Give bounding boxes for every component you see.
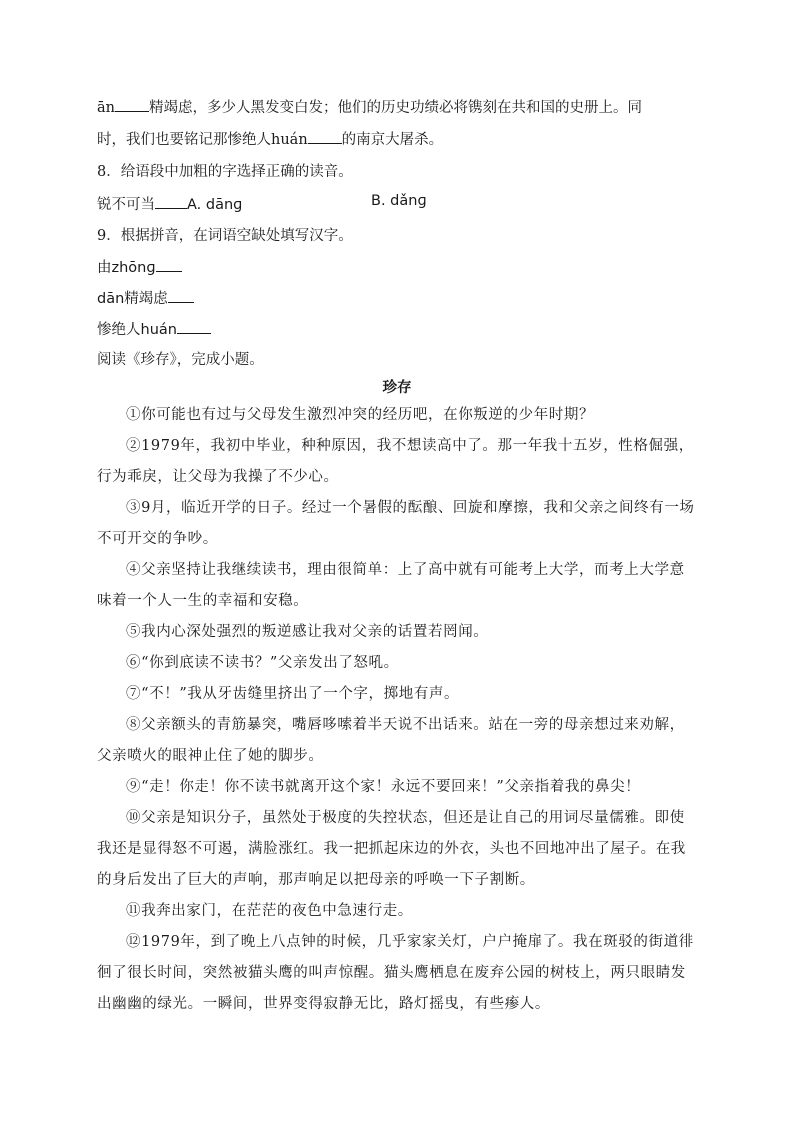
- line-text: 时，我们也要铭记那惨绝人: [97, 132, 271, 148]
- fill-blank[interactable]: [308, 143, 342, 144]
- article-paragraph: ⑫1979年，到了晚上八点钟的时候，几乎家家关灯，户户掩扉了。我在斑驳的街道徘徊了很长时间，突然被猫头鹰的叫声惊醒。猫头鹰栖息在废弃公园的树枝上，两只眼睛发出幽幽的绿光。一瞬间，世界变得寂静无比，路灯摇曳，有些瘆人。: [97, 934, 694, 1012]
- article-paragraph: ①你可能也有过与父母发生激烈冲突的经历吧，在你叛逆的少年时期？: [126, 407, 595, 423]
- option-b[interactable]: B. dǎnɡ: [371, 193, 427, 209]
- article-paragraph: ⑤我内心深处强烈的叛逆感让我对父亲的话置若罔闻。: [126, 624, 489, 640]
- item-text: 由zhōnɡ: [97, 260, 156, 276]
- question-9-item: [97, 318, 211, 339]
- article-paragraph: ②1979年，我初中毕业，种种原因，我不想读高中了。那一年我十五岁，性格倔强，行为乖戾，让父母为我操了不少心。: [97, 438, 694, 485]
- article-paragraph: ⑥“你到底读不读书？”父亲发出了怒吼。: [126, 655, 399, 671]
- article-title: 珍存: [382, 379, 412, 396]
- fill-blank[interactable]: [155, 208, 187, 209]
- text-line: [97, 128, 443, 149]
- option-a[interactable]: A. dānɡ: [187, 197, 243, 213]
- article-paragraph: ⑨“走！你走！你不读书就离开这个家！永远不要回来！”父亲指着我的鼻尖！: [126, 779, 641, 795]
- fill-blank[interactable]: [177, 333, 211, 334]
- article-paragraph: ④父亲坚持让我继续读书，理由很简单：上了高中就有可能考上大学，而考上大学意味着一个人一生的幸福和安稳。: [97, 562, 685, 609]
- fill-blank[interactable]: [156, 271, 182, 272]
- item-text: dān精竭虑: [97, 291, 168, 307]
- article-paragraph: ③9月，临近开学的日子。经过一个暑假的酝酿、回旋和摩擦，我和父亲之间终有一场不可开交的争吵。: [97, 500, 695, 547]
- question-9-item: [97, 256, 182, 277]
- pinyin-text: ān: [97, 100, 115, 116]
- question-word: 锐不可当: [97, 197, 155, 213]
- reading-intro: 阅读《珍存》，完成小题。: [97, 352, 264, 368]
- line-text: 的南京大屠杀。: [341, 132, 444, 148]
- question-8-options: [97, 193, 427, 214]
- article-paragraph: ⑦“不！”我从牙齿缝里挤出了一个字，掷地有声。: [126, 686, 460, 702]
- item-text: 惨绝人huán: [97, 322, 177, 338]
- fill-blank[interactable]: [168, 302, 194, 303]
- fill-blank[interactable]: [115, 111, 149, 112]
- text-line: [97, 96, 642, 117]
- question-9-item: [97, 287, 194, 308]
- article-paragraph: ⑩父亲是知识分子，虽然处于极度的失控状态，但还是让自己的用词尽量儒雅。即使我还是显得怒不可遏，满脸涨红。我一把抓起床边的外衣，头也不回地冲出了屋子。在我的身后发出了巨大的声响，那声响足以把母亲的呼唤一下子割断。: [97, 810, 686, 888]
- article-paragraph: ⑪我奔出家门，在茫茫的夜色中急速行走。: [126, 903, 413, 919]
- question-9-stem: 9．根据拼音，在词语空缺处填写汉字。: [97, 228, 353, 244]
- question-8-stem: 8．给语段中加粗的字选择正确的读音。: [97, 164, 353, 180]
- line-text: 精竭虑，多少人黑发变白发；他们的历史功绩必将镌刻在共和国的史册上。同: [148, 100, 642, 116]
- article-paragraph: ⑧父亲额头的青筋暴突，嘴唇哆嗦着半天说不出话来。站在一旁的母亲想过来劝解，父亲喷火的眼神止住了她的脚步。: [97, 717, 685, 764]
- pinyin-text: huán: [271, 132, 308, 148]
